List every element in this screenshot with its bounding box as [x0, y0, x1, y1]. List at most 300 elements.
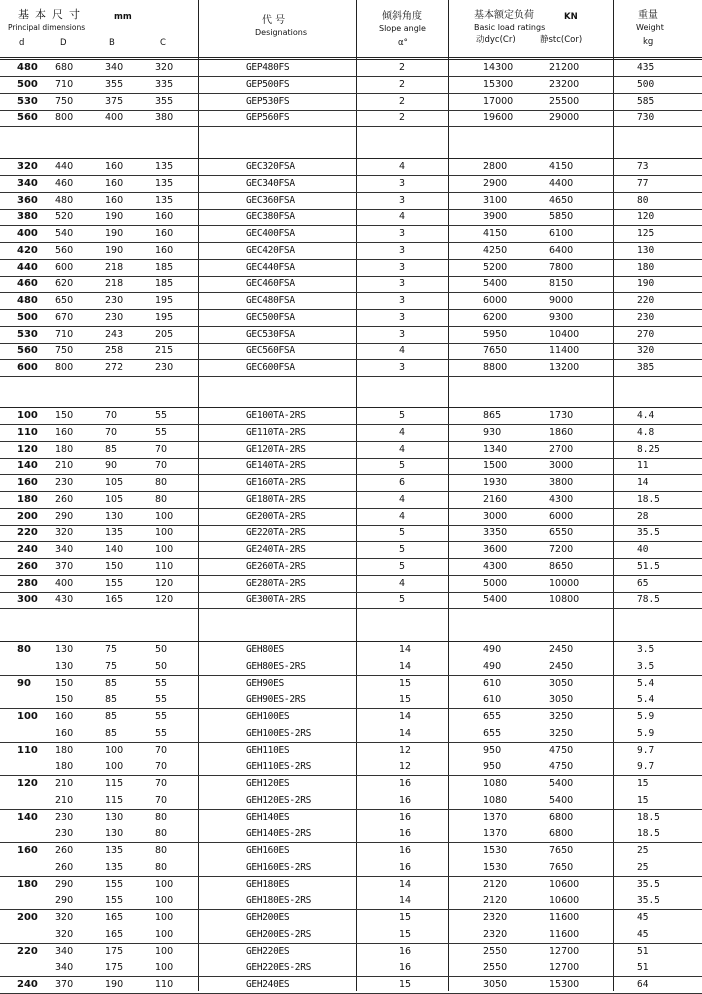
cell-cr: 3050 — [483, 979, 508, 990]
table-row — [0, 408, 702, 425]
cell-cr: 2160 — [483, 493, 508, 505]
cell-des: GEC600FSA — [246, 362, 295, 373]
cell-w: 78.5 — [637, 594, 660, 606]
cell-cr: 3350 — [483, 527, 508, 539]
cell-cr: 2120 — [483, 878, 508, 890]
cell-C: 320 — [155, 62, 174, 73]
cell-D: 150 — [55, 677, 74, 689]
cell-a: 15 — [399, 928, 412, 940]
cell-d: 440 — [17, 261, 38, 273]
cell-B: 165 — [105, 912, 124, 923]
cell-a: 16 — [399, 945, 412, 957]
cell-des: GEC480FSA — [246, 295, 295, 306]
cell-cor: 10000 — [549, 577, 580, 589]
cell-des: GEH80ES-2RS — [246, 660, 306, 672]
table-row — [0, 327, 702, 344]
cell-D: 650 — [55, 295, 74, 306]
cell-a: 14 — [399, 878, 412, 890]
cell-w: 9.7 — [637, 761, 655, 773]
cell-des: GE160TA-2RS — [246, 477, 306, 488]
cell-cr: 1930 — [483, 477, 508, 488]
cell-w: 45 — [637, 912, 649, 923]
cell-B: 85 — [105, 443, 118, 455]
cell-cr: 1080 — [483, 794, 508, 806]
table-row — [0, 642, 702, 659]
cell-a: 4 — [399, 426, 406, 438]
cell-cr: 2120 — [483, 895, 508, 907]
cell-des: GE240TA-2RS — [246, 544, 306, 555]
cell-D: 160 — [55, 711, 74, 722]
cell-C: 80 — [155, 828, 168, 840]
cell-B: 155 — [105, 577, 124, 589]
table-row — [0, 260, 702, 277]
table-row — [0, 592, 702, 609]
cell-d: 460 — [17, 278, 38, 290]
cell-C: 100 — [155, 945, 174, 957]
cell-B: 218 — [105, 278, 124, 290]
cell-cr: 655 — [483, 711, 502, 722]
cell-w: 14 — [637, 477, 649, 488]
cell-D: 160 — [55, 426, 74, 438]
cell-w: 5.9 — [637, 727, 655, 739]
cell-cr: 490 — [483, 660, 502, 672]
cell-B: 130 — [105, 828, 124, 840]
cell-cr: 4300 — [483, 560, 508, 572]
cell-des: GEH90ES — [246, 677, 284, 689]
cell-des: GEC360FSA — [246, 194, 295, 206]
table-row — [0, 458, 702, 475]
cell-cor: 9000 — [549, 295, 574, 306]
cell-des: GEC530FSA — [246, 328, 295, 340]
cell-cr: 950 — [483, 761, 502, 773]
cell-C: 355 — [155, 95, 174, 107]
table-row — [0, 310, 702, 327]
cell-B: 130 — [105, 510, 124, 522]
cell-cr: 490 — [483, 644, 502, 655]
cell-cor: 21200 — [549, 62, 580, 73]
cell-cor: 3050 — [549, 694, 574, 706]
cell-a: 16 — [399, 861, 412, 873]
weight-unit: kg — [643, 37, 654, 47]
cell-w: 45 — [637, 928, 649, 940]
cell-cor: 7650 — [549, 845, 574, 856]
cell-a: 5 — [399, 527, 406, 539]
cell-a: 3 — [399, 328, 406, 340]
cell-a: 16 — [399, 962, 412, 974]
cell-cor: 2450 — [549, 644, 574, 655]
cell-w: 25 — [637, 845, 649, 856]
table-row — [0, 343, 702, 360]
table-row — [0, 676, 702, 693]
designation-title-en: Designations — [255, 28, 308, 37]
cell-d: 200 — [17, 510, 38, 522]
cell-a: 5 — [399, 410, 406, 421]
cell-D: 180 — [55, 443, 74, 455]
cell-B: 175 — [105, 962, 124, 974]
table-row — [0, 226, 702, 243]
cell-D: 290 — [55, 895, 74, 907]
cell-cr: 1340 — [483, 443, 508, 455]
cell-cor: 4150 — [549, 161, 574, 172]
cell-C: 80 — [155, 811, 168, 823]
cell-D: 370 — [55, 979, 74, 990]
cell-C: 195 — [155, 311, 174, 323]
cell-C: 55 — [155, 426, 168, 438]
cell-D: 440 — [55, 161, 74, 172]
cell-D: 710 — [55, 328, 74, 340]
cell-d: 380 — [17, 211, 38, 223]
cell-B: 190 — [105, 979, 124, 990]
cell-d: 300 — [17, 594, 38, 606]
cell-a: 6 — [399, 477, 406, 488]
table-row — [0, 743, 702, 760]
cell-w: 80 — [637, 194, 649, 206]
cell-cor: 10400 — [549, 328, 580, 340]
cell-a: 16 — [399, 794, 412, 806]
cell-des: GE110TA-2RS — [246, 426, 306, 438]
cell-D: 750 — [55, 345, 74, 357]
cell-w: 28 — [637, 510, 649, 522]
cell-cr: 17000 — [483, 95, 514, 107]
cell-des: GEC500FSA — [246, 311, 295, 323]
cell-D: 320 — [55, 527, 74, 539]
cell-C: 135 — [155, 161, 174, 172]
table-row — [0, 843, 702, 860]
load-cr-label: 动dyc(Cr) — [476, 35, 516, 45]
cell-a: 4 — [399, 161, 406, 172]
cell-cor: 10600 — [549, 895, 580, 907]
cell-B: 190 — [105, 211, 124, 223]
table-row — [0, 559, 702, 576]
cell-a: 4 — [399, 345, 406, 357]
cell-D: 620 — [55, 278, 74, 290]
cell-d: 100 — [17, 410, 38, 421]
cell-C: 80 — [155, 493, 168, 505]
cell-D: 150 — [55, 694, 74, 706]
cell-D: 680 — [55, 62, 74, 73]
cell-B: 105 — [105, 477, 124, 488]
cell-d: 400 — [17, 228, 38, 239]
cell-cr: 5000 — [483, 577, 508, 589]
cell-cor: 11600 — [549, 912, 580, 923]
table-row — [0, 360, 702, 377]
cell-w: 3.5 — [637, 644, 655, 655]
cell-des: GEH220ES-2RS — [246, 962, 312, 974]
cell-cor: 4750 — [549, 744, 574, 756]
cell-w: 4.4 — [637, 410, 655, 421]
cell-B: 115 — [105, 794, 124, 806]
cell-w: 51.5 — [637, 560, 660, 572]
cell-B: 90 — [105, 460, 118, 472]
cell-a: 15 — [399, 979, 412, 990]
cell-cor: 6800 — [549, 828, 574, 840]
cell-B: 135 — [105, 861, 124, 873]
cell-a: 3 — [399, 295, 406, 306]
cell-B: 85 — [105, 727, 118, 739]
cell-w: 190 — [637, 278, 655, 290]
table-row — [0, 542, 702, 559]
cell-a: 16 — [399, 828, 412, 840]
cell-B: 105 — [105, 493, 124, 505]
cell-D: 320 — [55, 912, 74, 923]
cell-C: 110 — [155, 979, 174, 990]
cell-C: 80 — [155, 845, 168, 856]
table-row — [0, 209, 702, 226]
cell-des: GE200TA-2RS — [246, 510, 306, 522]
table-row — [0, 944, 702, 961]
cell-cr: 6200 — [483, 311, 508, 323]
cell-des: GEC400FSA — [246, 228, 295, 239]
table-row — [0, 910, 702, 927]
cell-cor: 7200 — [549, 544, 574, 555]
cell-cr: 1370 — [483, 811, 508, 823]
cell-cor: 5400 — [549, 794, 574, 806]
cell-des: GEC320FSA — [246, 161, 295, 172]
cell-D: 320 — [55, 928, 74, 940]
cell-cor: 3800 — [549, 477, 574, 488]
cell-B: 190 — [105, 244, 124, 256]
cell-C: 135 — [155, 194, 174, 206]
cell-d: 110 — [17, 744, 38, 756]
cell-d: 480 — [17, 62, 38, 73]
cell-des: GEH90ES-2RS — [246, 694, 306, 706]
cell-cor: 10600 — [549, 878, 580, 890]
cell-des: GEC440FSA — [246, 261, 295, 273]
cell-cr: 1370 — [483, 828, 508, 840]
cell-C: 55 — [155, 694, 168, 706]
cell-d: 220 — [17, 945, 38, 957]
weight-title-zh: 重量 — [638, 10, 658, 21]
cell-d: 140 — [17, 811, 38, 823]
cell-C: 100 — [155, 962, 174, 974]
cell-w: 35.5 — [637, 878, 660, 890]
cell-a: 14 — [399, 727, 412, 739]
cell-C: 70 — [155, 744, 168, 756]
cell-des: GE120TA-2RS — [246, 443, 306, 455]
cell-w: 15 — [637, 778, 649, 789]
cell-cor: 6550 — [549, 527, 574, 539]
cell-C: 100 — [155, 912, 174, 923]
cell-a: 14 — [399, 895, 412, 907]
cell-des: GEP480FS — [246, 62, 290, 73]
cell-a: 4 — [399, 493, 406, 505]
cell-des: GE280TA-2RS — [246, 577, 306, 589]
cell-des: GEC460FSA — [246, 278, 295, 290]
cell-cr: 2320 — [483, 928, 508, 940]
cell-a: 14 — [399, 660, 412, 672]
cell-C: 80 — [155, 477, 168, 488]
cell-D: 260 — [55, 493, 74, 505]
cell-w: 220 — [637, 295, 655, 306]
cell-d: 530 — [17, 95, 38, 107]
cell-cor: 12700 — [549, 962, 580, 974]
cell-des: GE260TA-2RS — [246, 560, 306, 572]
cell-B: 70 — [105, 426, 118, 438]
table-row — [0, 826, 702, 843]
cell-cr: 2900 — [483, 177, 508, 189]
col-C-label: C — [160, 38, 166, 48]
cell-w: 51 — [637, 945, 649, 957]
cell-B: 140 — [105, 544, 124, 555]
table-row — [0, 442, 702, 459]
cell-d: 110 — [17, 426, 38, 438]
table-row — [0, 293, 702, 310]
cell-d: 240 — [17, 544, 38, 555]
cell-cr: 655 — [483, 727, 502, 739]
cell-D: 290 — [55, 510, 74, 522]
cell-B: 115 — [105, 778, 124, 789]
table-row — [0, 759, 702, 776]
cell-C: 100 — [155, 878, 174, 890]
cell-B: 165 — [105, 928, 124, 940]
cell-cor: 7800 — [549, 261, 574, 273]
cell-des: GE300TA-2RS — [246, 594, 306, 606]
cell-D: 260 — [55, 845, 74, 856]
cell-C: 70 — [155, 794, 168, 806]
cell-cor: 3250 — [549, 727, 574, 739]
table-row — [0, 110, 702, 127]
cell-w: 9.7 — [637, 744, 655, 756]
cell-B: 85 — [105, 677, 118, 689]
cell-C: 120 — [155, 577, 174, 589]
cell-C: 100 — [155, 527, 174, 539]
cell-des: GEH240ES — [246, 979, 290, 990]
cell-d: 100 — [17, 711, 38, 722]
cell-B: 340 — [105, 62, 124, 73]
col-d-label: d — [19, 38, 25, 48]
cell-B: 175 — [105, 945, 124, 957]
cell-a: 15 — [399, 694, 412, 706]
table-row — [0, 425, 702, 442]
cell-B: 135 — [105, 845, 124, 856]
cell-d: 120 — [17, 443, 38, 455]
cell-C: 100 — [155, 895, 174, 907]
cell-cor: 29000 — [549, 112, 580, 124]
cell-des: GEH120ES — [246, 778, 290, 789]
cell-B: 165 — [105, 594, 124, 606]
table-row — [0, 159, 702, 176]
cell-a: 3 — [399, 261, 406, 273]
cell-cr: 14300 — [483, 62, 514, 73]
cell-des: GEC420FSA — [246, 244, 295, 256]
cell-cor: 4400 — [549, 177, 574, 189]
cell-D: 520 — [55, 211, 74, 223]
cell-C: 195 — [155, 295, 174, 306]
cell-B: 135 — [105, 527, 124, 539]
cell-w: 11 — [637, 460, 649, 472]
cell-D: 340 — [55, 962, 74, 974]
cell-a: 5 — [399, 560, 406, 572]
cell-D: 260 — [55, 861, 74, 873]
col-D-label: D — [60, 38, 67, 48]
cell-cor: 23200 — [549, 78, 580, 90]
cell-D: 290 — [55, 878, 74, 890]
cell-C: 70 — [155, 443, 168, 455]
cell-w: 4.8 — [637, 426, 655, 438]
cell-B: 218 — [105, 261, 124, 273]
cell-w: 65 — [637, 577, 649, 589]
cell-d: 240 — [17, 979, 38, 990]
cell-C: 55 — [155, 677, 168, 689]
cell-cor: 2700 — [549, 443, 574, 455]
cell-cr: 5950 — [483, 328, 508, 340]
cell-w: 385 — [637, 362, 655, 373]
cell-cr: 7650 — [483, 345, 508, 357]
cell-a: 3 — [399, 177, 406, 189]
cell-D: 710 — [55, 78, 74, 90]
cell-C: 70 — [155, 460, 168, 472]
cell-D: 160 — [55, 727, 74, 739]
cell-w: 230 — [637, 311, 655, 323]
cell-a: 3 — [399, 278, 406, 290]
cell-a: 14 — [399, 644, 412, 655]
cell-des: GEH200ES-2RS — [246, 928, 312, 940]
cell-cr: 3000 — [483, 510, 508, 522]
cell-d: 600 — [17, 362, 38, 373]
cell-a: 2 — [399, 62, 406, 73]
cell-w: 18.5 — [637, 828, 660, 840]
cell-cr: 1080 — [483, 778, 508, 789]
cell-w: 5.9 — [637, 711, 655, 722]
cell-D: 480 — [55, 194, 74, 206]
cell-D: 230 — [55, 477, 74, 488]
cell-cor: 8650 — [549, 560, 574, 572]
table-row — [0, 893, 702, 910]
cell-des: GEC560FSA — [246, 345, 295, 357]
table-row — [0, 509, 702, 526]
table-row — [0, 776, 702, 793]
cell-a: 12 — [399, 744, 412, 756]
cell-des: GEH100ES — [246, 711, 290, 722]
cell-cr: 950 — [483, 744, 502, 756]
cell-a: 4 — [399, 510, 406, 522]
table-header — [0, 0, 702, 58]
cell-des: GEH100ES-2RS — [246, 727, 312, 739]
dims-title-en: Principal dimensions — [8, 23, 86, 32]
cell-cor: 5850 — [549, 211, 574, 223]
cell-a: 2 — [399, 112, 406, 124]
cell-w: 5.4 — [637, 677, 655, 689]
cell-cor: 15300 — [549, 979, 580, 990]
cell-d: 180 — [17, 878, 38, 890]
cell-C: 160 — [155, 211, 174, 223]
cell-cr: 19600 — [483, 112, 514, 124]
cell-d: 560 — [17, 345, 38, 357]
cell-cr: 4250 — [483, 244, 508, 256]
cell-des: GEH160ES — [246, 845, 290, 856]
cell-C: 215 — [155, 345, 174, 357]
cell-w: 77 — [637, 177, 649, 189]
table-row — [0, 276, 702, 293]
cell-a: 16 — [399, 811, 412, 823]
cell-D: 230 — [55, 811, 74, 823]
cell-des: GEH180ES-2RS — [246, 895, 312, 907]
cell-C: 100 — [155, 510, 174, 522]
cell-w: 180 — [637, 261, 655, 273]
cell-w: 51 — [637, 962, 649, 974]
cell-C: 55 — [155, 410, 168, 421]
table-row — [0, 810, 702, 827]
cell-w: 40 — [637, 544, 649, 555]
cell-cor: 4300 — [549, 493, 574, 505]
cell-d: 180 — [17, 493, 38, 505]
cell-w: 5.4 — [637, 694, 655, 706]
cell-w: 25 — [637, 861, 649, 873]
cell-des: GE100TA-2RS — [246, 410, 306, 421]
cell-a: 5 — [399, 544, 406, 555]
cell-D: 180 — [55, 761, 74, 773]
cell-B: 258 — [105, 345, 124, 357]
